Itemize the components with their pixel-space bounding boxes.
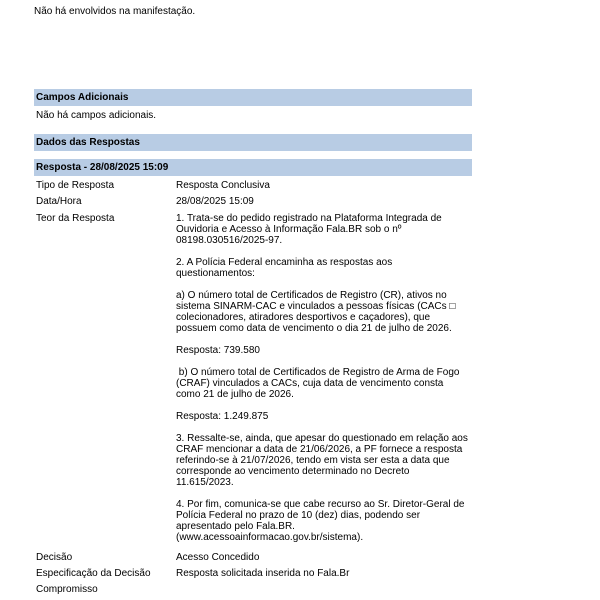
row-compromisso-label: Compromisso bbox=[36, 584, 98, 595]
row-tipo bbox=[34, 180, 472, 196]
teor-line: 2. A Polícia Federal encaminha as respostas aos bbox=[176, 257, 393, 268]
campos-text: Não há campos adicionais. bbox=[36, 110, 157, 121]
teor-paragraph bbox=[176, 345, 472, 356]
row-decisao bbox=[34, 552, 472, 568]
envolvidos-line: Não há envolvidos na manifestação. bbox=[34, 6, 196, 17]
campos-section bbox=[34, 89, 472, 122]
row-teor-label: Teor da Resposta bbox=[36, 213, 115, 224]
teor-paragraph bbox=[176, 367, 472, 400]
dados-section bbox=[34, 134, 472, 151]
teor-line: possuem como data de vencimento o dia 21 de julho de 2026. bbox=[176, 323, 452, 334]
resposta-table bbox=[34, 180, 472, 554]
teor-line: (www.acessoainformacao.gov.br/sistema). bbox=[176, 532, 364, 543]
teor-line: Ouvidoria e Acesso à Informação Fala.BR sob o nº bbox=[176, 224, 402, 235]
row-especificacao bbox=[34, 568, 472, 584]
teor-paragraph bbox=[176, 213, 472, 246]
teor-line: 1. Trata-se do pedido registrado na Plataforma Integrada de bbox=[176, 213, 442, 224]
row-especificacao-label: Especificação da Decisão bbox=[36, 568, 151, 579]
row-data-label: Data/Hora bbox=[36, 196, 82, 207]
teor-line: Resposta: 1.249.875 bbox=[176, 411, 269, 422]
teor-paragraph bbox=[176, 257, 472, 279]
teor-line: 08198.030516/2025-97. bbox=[176, 235, 283, 246]
teor-line: corresponde ao vencimento determinado no Decreto bbox=[176, 466, 410, 477]
teor-content bbox=[176, 213, 472, 554]
teor-line: sistema SINARM-CAC e vinculados a pessoas físicas (CACs □ bbox=[176, 301, 456, 312]
row-tipo-label: Tipo de Resposta bbox=[36, 180, 115, 191]
teor-line: apresentado pelo Fala.BR. bbox=[176, 521, 295, 532]
row-decisao-label: Decisão bbox=[36, 552, 73, 563]
teor-line: colecionadores, atiradores desportivos e caçadores), que bbox=[176, 312, 431, 323]
row-data bbox=[34, 196, 472, 213]
teor-line: como 21 de julho de 2026. bbox=[176, 389, 294, 400]
teor-line: a) O número total de Certificados de Registro (CR), ativos no bbox=[176, 290, 447, 301]
teor-line: Polícia Federal no prazo de 10 (dez) dias, podendo ser bbox=[176, 510, 421, 521]
teor-line: questionamentos: bbox=[176, 268, 255, 279]
teor-paragraph bbox=[176, 290, 472, 334]
campos-header: Campos Adicionais bbox=[34, 89, 472, 106]
row-especificacao-value: Resposta solicitada inserida no Fala.Br bbox=[176, 568, 350, 579]
resposta-header: Resposta - 28/08/2025 15:09 bbox=[34, 159, 472, 176]
teor-paragraph bbox=[176, 411, 472, 422]
decision-rows bbox=[34, 552, 472, 600]
teor-line: 11.615/2023. bbox=[176, 477, 234, 488]
teor-line: Resposta: 739.580 bbox=[176, 345, 260, 356]
dados-header: Dados das Respostas bbox=[34, 134, 472, 151]
row-teor bbox=[34, 213, 472, 554]
teor-line: 4. Por fim, comunica-se que cabe recurso ao Sr. Diretor-Geral de bbox=[176, 499, 465, 510]
row-compromisso bbox=[34, 584, 472, 600]
teor-line: 3. Ressalte-se, ainda, que apesar do questionado em relação aos bbox=[176, 433, 468, 444]
teor-line: CRAF mencionar a data de 21/06/2026, a PF fornece a resposta bbox=[176, 444, 463, 455]
teor-line: referindo-se à 21/07/2026, tendo em vista ser esta a data que bbox=[176, 455, 450, 466]
teor-line: b) O número total de Certificados de Registro de Arma de Fogo bbox=[176, 367, 460, 378]
row-tipo-value: Resposta Conclusiva bbox=[176, 180, 270, 191]
teor-line: (CRAF) vinculados a CACs, cuja data de vencimento consta bbox=[176, 378, 444, 389]
teor-paragraph bbox=[176, 499, 472, 543]
resposta-section bbox=[34, 159, 472, 595]
teor-paragraph bbox=[176, 433, 472, 488]
envolvidos-text bbox=[34, 6, 472, 18]
row-decisao-value: Acesso Concedido bbox=[176, 552, 260, 563]
row-data-value: 28/08/2025 15:09 bbox=[176, 196, 254, 207]
